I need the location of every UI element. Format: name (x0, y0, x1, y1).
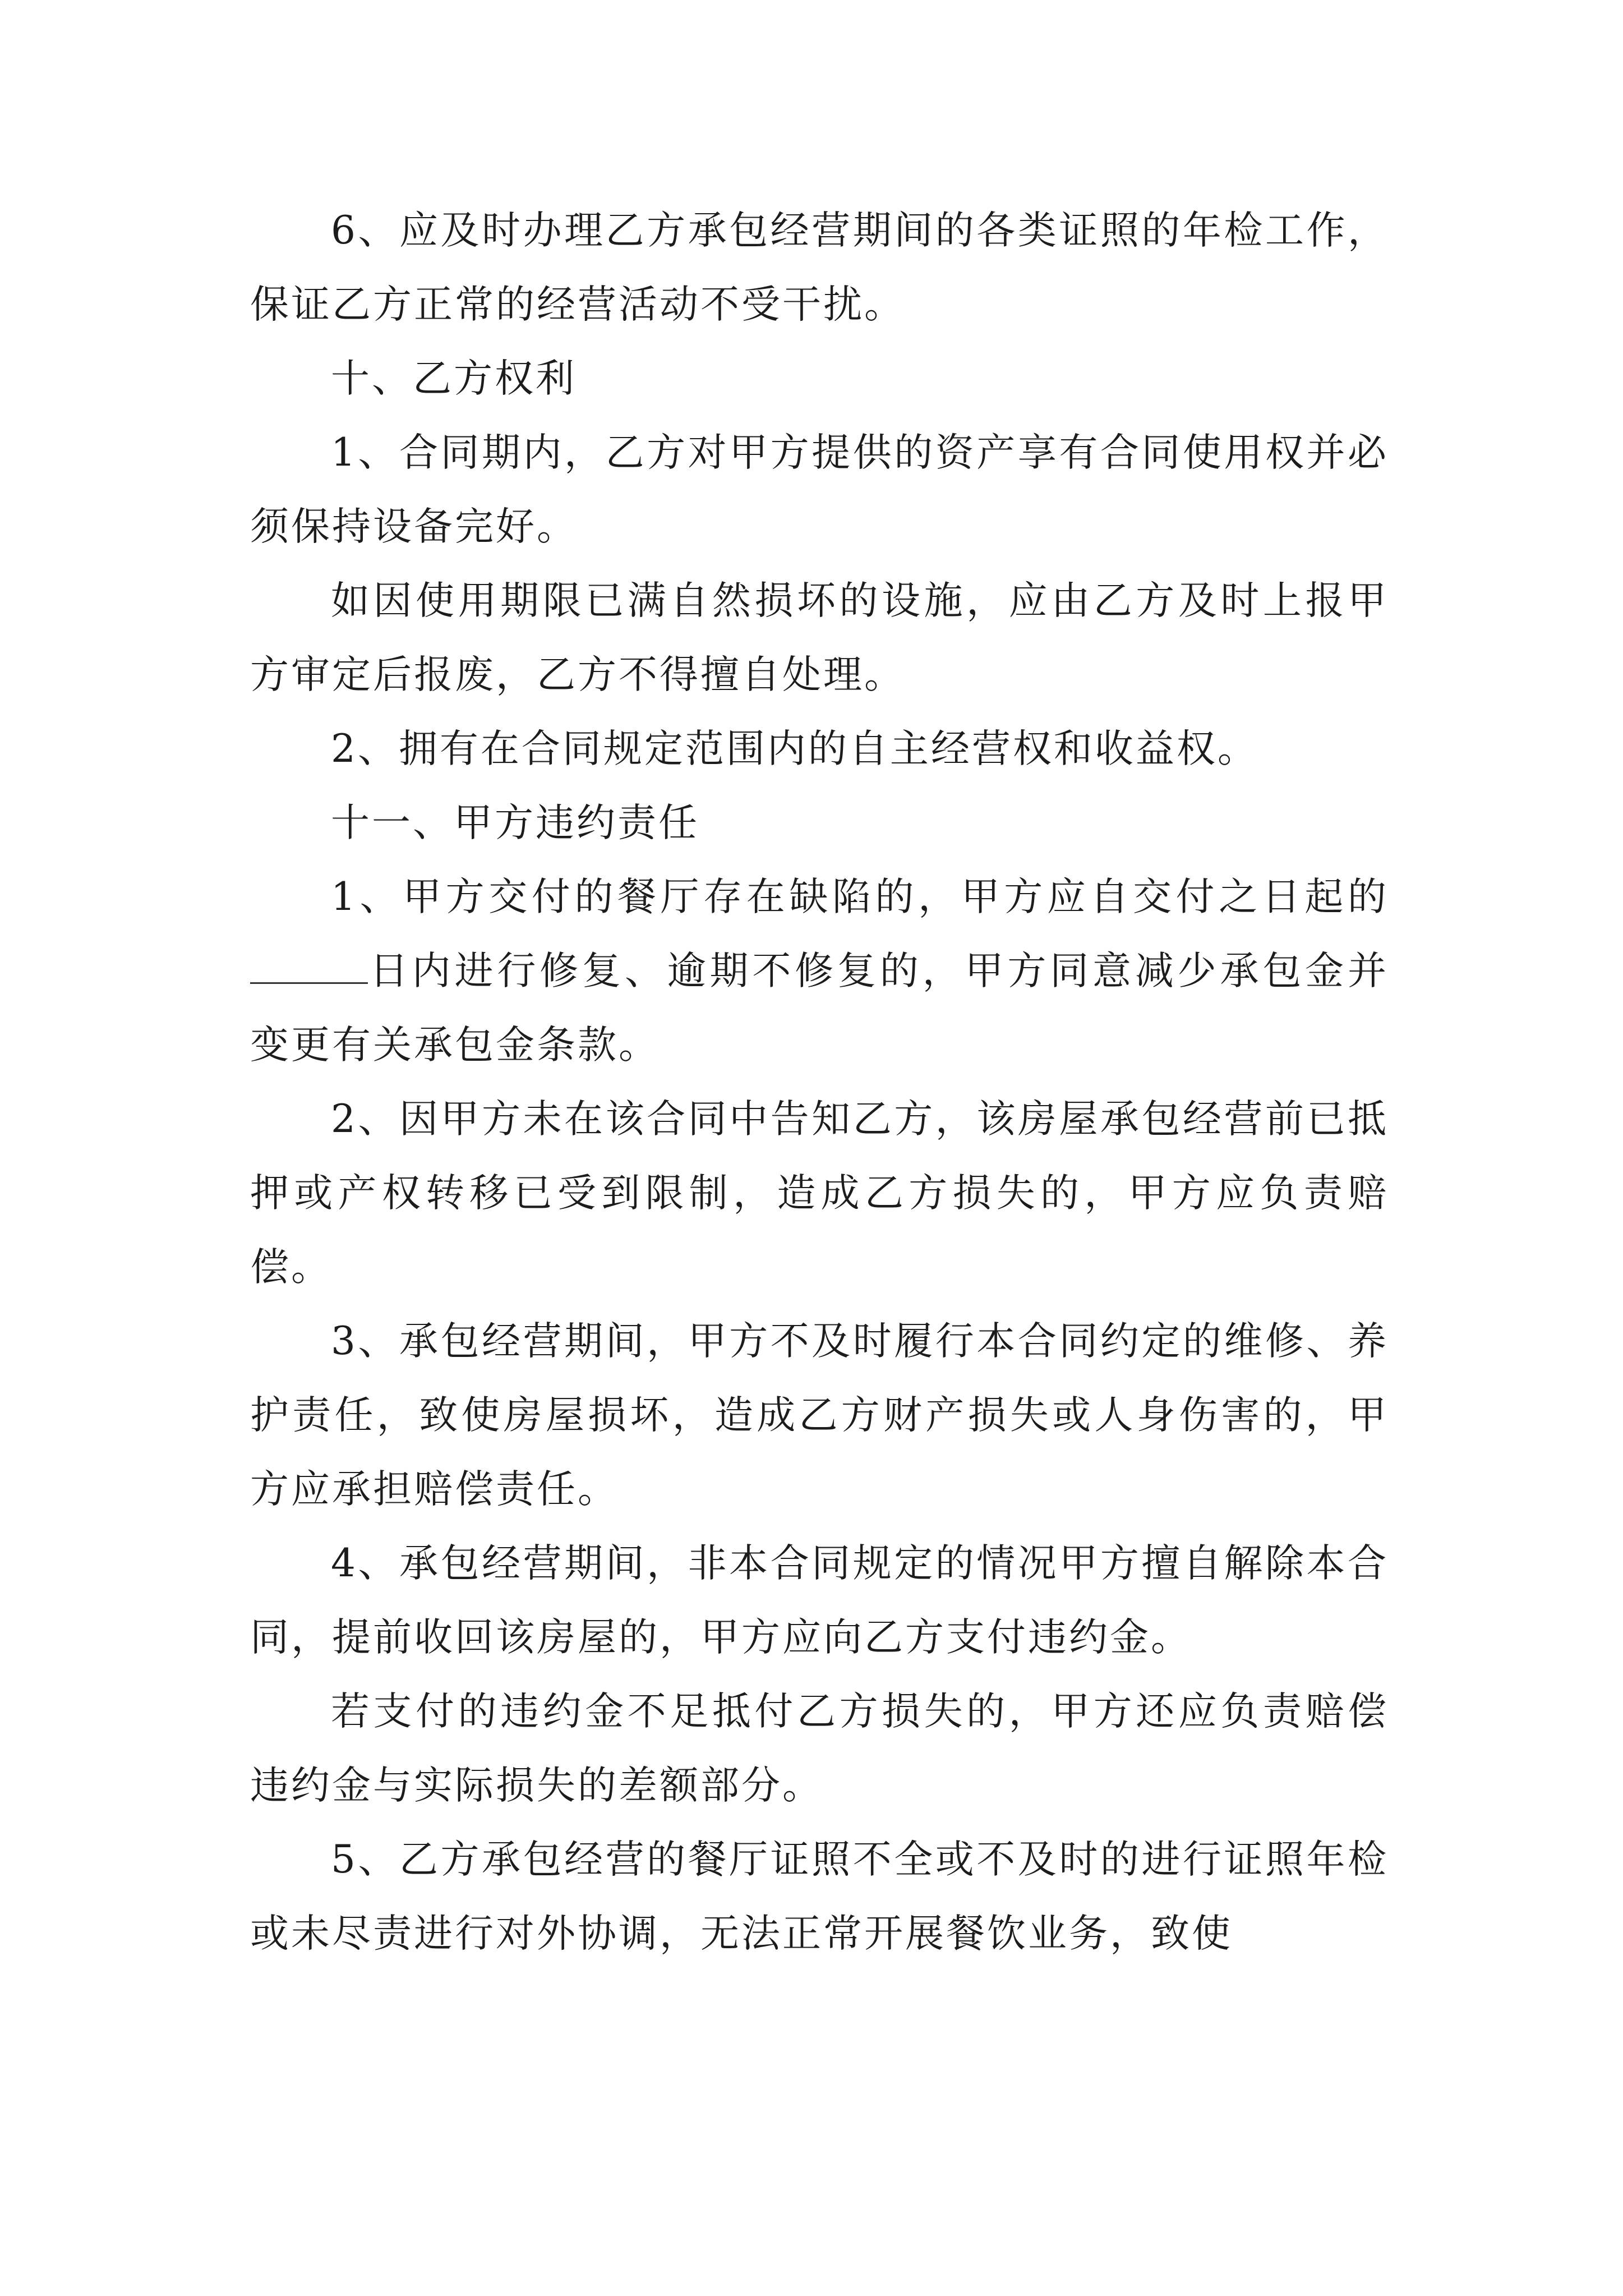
paragraph-early-termination: 4、承包经营期间，非本合同规定的情况甲方擅自解除本合同，提前收回该房屋的，甲方应向乙方支付违约金。 (250, 1541, 1389, 1660)
paragraph-license-failure: 5、乙方承包经营的餐厅证照不全或不及时的进行证照年检或未尽责进行对外协调，无法正常开展餐饮业务，致使 (250, 1837, 1389, 1956)
paragraph-right-to-use: 1、合同期内，乙方对甲方提供的资产享有合同使用权并必须保持设备完好。 (250, 430, 1389, 549)
paragraph-mortgage-restriction: 2、因甲方未在该合同中告知乙方，该房屋承包经营前已抵押或产权转移已受到限制，造成乙方损失的，甲方应负责赔偿。 (250, 1097, 1389, 1290)
paragraph-operation-rights: 2、拥有在合同规定范围内的自主经营权和收益权。 (331, 726, 1258, 771)
paragraph-penalty-difference: 若支付的违约金不足抵付乙方损失的，甲方还应负责赔偿违约金与实际损失的差额部分。 (250, 1689, 1389, 1808)
paragraph-maintenance-duty: 3、承包经营期间，甲方不及时履行本合同约定的维修、养护责任，致使房屋损坏，造成乙方财产损失或人身伤害的，甲方应承担赔偿责任。 (250, 1319, 1389, 1512)
paragraph-defect-repair (250, 860, 1389, 1082)
section-heading-party-b-rights: 十、乙方权利 (331, 356, 577, 401)
defect-repair-text-start: 1、甲方交付的餐厅存在缺陷的，甲方应自交付之日起的 (331, 875, 1389, 919)
paragraph-damaged-facilities: 如因使用期限已满自然损坏的设施，应由乙方及时上报甲方审定后报废，乙方不得擅自处理。 (250, 578, 1389, 697)
document-body (250, 194, 1389, 1971)
blank-days-field (250, 949, 368, 984)
section-heading-party-a-liability: 十一、甲方违约责任 (331, 800, 699, 845)
paragraph-annual-inspection: 6、应及时办理乙方承包经营期间的各类证照的年检工作，保证乙方正常的经营活动不受干扰。 (250, 208, 1389, 327)
defect-repair-text-end: 日内进行修复、逾期不修复的，甲方同意减少承包金并变更有关承包金条款。 (250, 949, 1389, 1068)
